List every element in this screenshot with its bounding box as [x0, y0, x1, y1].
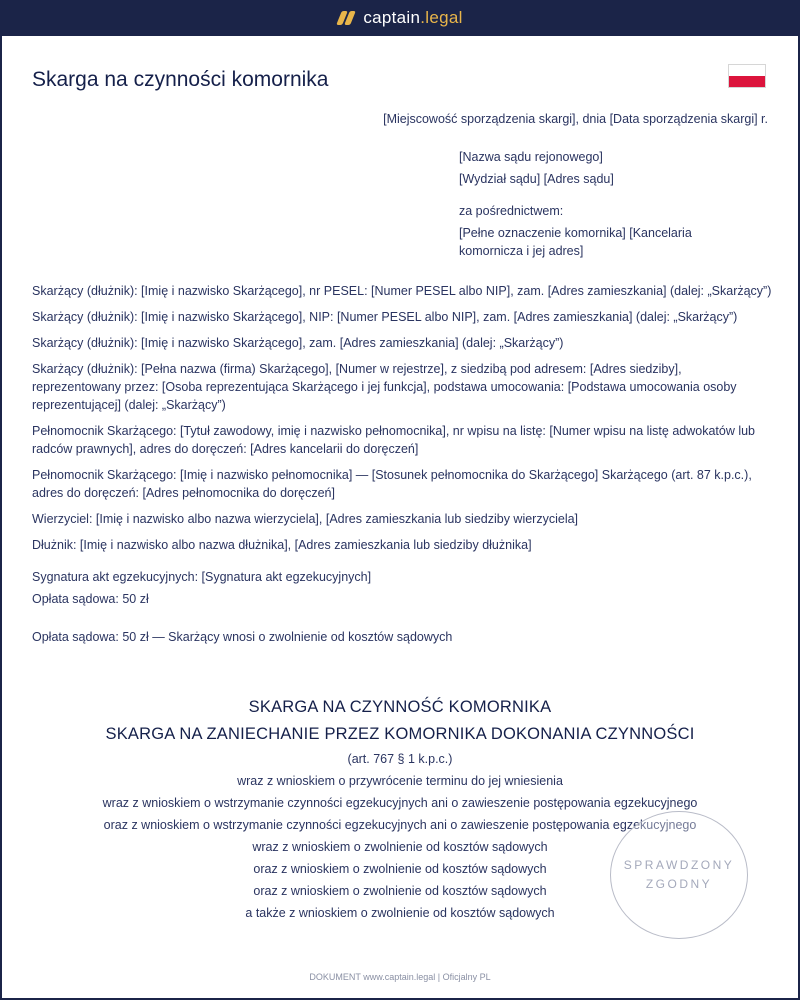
- party-entry: Dłużnik: [Imię i nazwisko albo nazwa dłużnika], [Adres zamieszkania lub siedziby dłużnika]: [32, 538, 532, 552]
- bailiff: [Pełne oznaczenie komornika] [Kancelaria komornicza i jej adres]: [459, 226, 692, 258]
- motion-line: oraz z wnioskiem o zwolnienie od kosztów sądowych: [253, 884, 547, 898]
- party-entry: Skarżący (dłużnik): [Imię i nazwisko Skarżącego], NIP: [Numer PESEL albo NIP], zam. [Adres zamieszkania] (dalej: „Skarżący”): [32, 310, 738, 324]
- document-page: [2, 36, 798, 998]
- article-reference: (art. 767 § 1 k.p.c.): [347, 752, 453, 766]
- via-label: za pośrednictwem:: [459, 204, 564, 218]
- party-entry: Skarżący (dłużnik): [Pełna nazwa (firma) Skarżącego], [Numer w rejestrze], z siedzibą pod adresem: [Adres siedziby], reprezentowany przez: [Osoba reprezentująca Skarżącego i jej funkcja], podstawa umocowania: [Podstawa umocowania osoby reprezentującej] (dalej: „Skarżący”): [32, 362, 737, 412]
- party-entry: Wierzyciel: [Imię i nazwisko albo nazwa wierzyciela], [Adres zamieszkania lub siedziby wierzyciela]: [32, 512, 579, 526]
- brand-tld: .legal: [420, 8, 463, 27]
- motion-line: wraz z wnioskiem o wstrzymanie czynności egzekucyjnych ani o zawieszenie postępowania egzekucyjnego: [102, 796, 698, 810]
- brand[interactable]: [337, 8, 462, 28]
- court-division: [Wydział sądu] [Adres sądu]: [459, 172, 614, 186]
- motion-line: wraz z wnioskiem o przywrócenie terminu do jej wniesienia: [237, 774, 563, 788]
- place-date: [Miejscowość sporządzenia skargi], dnia [Data sporządzenia skargi] r.: [383, 112, 768, 126]
- parties-list: [32, 282, 772, 654]
- case-signature: Sygnatura akt egzekucyjnych: [Sygnatura akt egzekucyjnych]: [32, 570, 372, 584]
- document-title: Skarga na czynności komornika: [32, 68, 329, 91]
- party-entry: Skarżący (dłużnik): [Imię i nazwisko Skarżącego], nr PESEL: [Numer PESEL albo NIP], zam. [Adres zamieszkania] (dalej: „Skarżący”): [32, 284, 772, 298]
- motion-line: oraz z wnioskiem o zwolnienie od kosztów sądowych: [253, 862, 547, 876]
- court-address-block: [459, 148, 759, 260]
- motion-line: oraz z wnioskiem o wstrzymanie czynności egzekucyjnych ani o zawieszenie postępowania egzekucyjnego: [103, 818, 697, 832]
- heading-primary: SKARGA NA CZYNNOŚĆ KOMORNIKA: [248, 698, 552, 716]
- brand-logo-icon: [337, 10, 355, 26]
- party-entry: Skarżący (dłużnik): [Imię i nazwisko Skarżącego], zam. [Adres zamieszkania] (dalej: „Skarżący”): [32, 336, 564, 350]
- party-entry: Pełnomocnik Skarżącego: [Imię i nazwisko pełnomocnika] — [Stosunek pełnomocnika do Skarżącego] Skarżącego (art. 87 k.p.c.), adres do doręczeń: [Adres pełnomocnika do doręczeń]: [32, 468, 752, 500]
- court-fee-exemption: Opłata sądowa: 50 zł — Skarżący wnosi o zwolnienie od kosztów sądowych: [32, 630, 453, 644]
- motion-line: wraz z wnioskiem o zwolnienie od kosztów sądowych: [252, 840, 548, 854]
- brand-name: captain: [363, 8, 421, 27]
- top-bar: [0, 0, 800, 36]
- stamp-line-2: ZGODNY: [645, 877, 713, 891]
- court-fee: Opłata sądowa: 50 zł: [32, 592, 149, 606]
- verified-stamp: [610, 811, 748, 939]
- stamp-line-1: SPRAWDZONY: [623, 858, 735, 872]
- motion-line: a także z wnioskiem o zwolnienie od kosztów sądowych: [245, 906, 555, 920]
- page-footer: DOKUMENT www.captain.legal | Oficjalny PL: [309, 972, 491, 982]
- heading-secondary: SKARGA NA ZANIECHANIE PRZEZ KOMORNIKA DOKONANIA CZYNNOŚCI: [105, 725, 695, 743]
- poland-flag-icon: [728, 64, 766, 88]
- court-name: [Nazwa sądu rejonowego]: [459, 150, 603, 164]
- party-entry: Pełnomocnik Skarżącego: [Tytuł zawodowy, imię i nazwisko pełnomocnika], nr wpisu na listę: [Numer wpisu na listę adwokatów lub radców prawnych], adres do doręczeń: [Adres kancelarii do doręczeń]: [32, 424, 756, 456]
